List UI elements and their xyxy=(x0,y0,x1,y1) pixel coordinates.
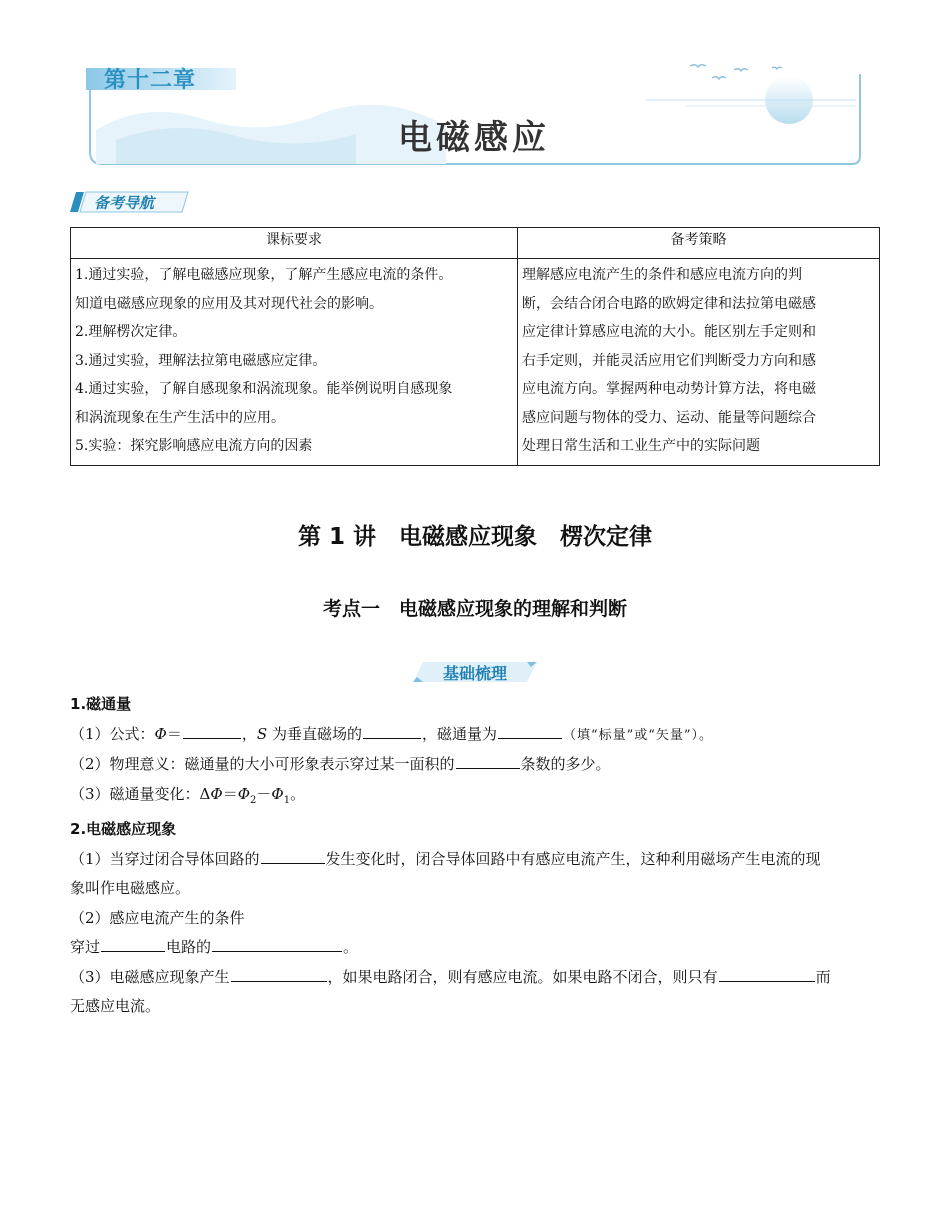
curriculum-requirements-cell xyxy=(71,259,518,466)
header-exam-strategy: 备考策略 xyxy=(518,228,880,259)
paragraph: （2）感应电流产生的条件 xyxy=(70,908,245,927)
requirement-line: 和涡流现象在生产生活中的应用。 xyxy=(75,409,285,426)
paragraph: 象叫作电磁感应。 xyxy=(70,879,191,897)
birds-icon xyxy=(690,65,782,79)
section-heading: 2.电磁感应现象 xyxy=(70,820,177,838)
topic-title: 考点一 电磁感应现象的理解和判断 xyxy=(322,598,627,620)
strategy-line: 断，会结合闭合电路的欧姆定律和法拉第电磁感 xyxy=(522,295,816,312)
strategy-line: 感应问题与物体的受力、运动、能量等问题综合 xyxy=(522,409,816,426)
exam-navigation-label: 备考导航 xyxy=(94,194,155,212)
strategy-line: 应定律计算感应电流的大小。能区别左手定则和 xyxy=(522,324,816,340)
fill-blank xyxy=(456,750,520,769)
chapter-label: 第十二章 xyxy=(104,68,197,93)
fill-blank xyxy=(498,720,562,739)
chapter-banner xyxy=(86,60,862,168)
fill-blank xyxy=(101,933,165,952)
fill-blank xyxy=(719,963,815,982)
paragraph: （1）当穿过闭合导体回路的 发生变化时，闭合导体回路中有感应电流产生，这种利用磁场产生电流的现 xyxy=(70,845,880,875)
requirement-line: 4.通过实验，了解自感现象和涡流现象。能举例说明自感现象 xyxy=(75,381,453,397)
paragraph: （3）磁通量变化：$\Delta\Phi=\Phi_2-\Phi_1$。 xyxy=(70,784,306,806)
exam-navigation-badge xyxy=(70,190,190,214)
strategy-line: 处理日常生活和工业生产中的实际问题 xyxy=(522,438,760,454)
paragraph: 无感应电流。 xyxy=(70,997,161,1015)
requirement-line: 1.通过实验，了解电磁感应现象，了解产生感应电流的条件。 xyxy=(75,267,453,283)
fill-blank xyxy=(231,963,327,982)
requirement-line: 3.通过实验，理解法拉第电磁感应定律。 xyxy=(75,352,327,369)
paragraph: （1）公式：Φ＝ ，S 为垂直磁场的 ，磁通量为 （填“标量”或“矢量”）。 xyxy=(70,720,880,751)
table-header-row xyxy=(71,228,880,259)
fill-blank xyxy=(183,720,241,739)
chapter-title: 电磁感应 xyxy=(398,118,550,158)
strategy-line: 右手定则，并能灵活应用它们判断受力方向和感 xyxy=(522,352,816,369)
strategy-line: 应电流方向。掌握两种电动势计算方法，将电磁 xyxy=(522,381,816,397)
lecture-title: 第 1 讲 电磁感应现象 楞次定律 xyxy=(297,524,653,550)
content-body xyxy=(70,690,880,1022)
requirements-table xyxy=(70,227,880,466)
strategy-line: 理解感应电流产生的条件和感应电流方向的判 xyxy=(522,267,802,283)
exam-strategy-cell xyxy=(518,259,880,466)
paragraph: 穿过 电路的 。 xyxy=(70,933,880,963)
paragraph: （2）物理意义：磁通量的大小可形象表示穿过某一面积的 条数的多少。 xyxy=(70,750,880,780)
section-heading: 1.磁通量 xyxy=(70,695,132,713)
basics-label: 基础梳理 xyxy=(442,664,507,683)
fill-blank xyxy=(212,933,342,952)
paragraph: （3）电磁感应现象产生 ，如果电路闭合，则有感应电流。如果电路不闭合，则只有 而 xyxy=(70,963,880,993)
requirement-line: 2.理解楞次定律。 xyxy=(75,324,187,340)
requirement-line: 5.实验：探究影响感应电流方向的因素 xyxy=(75,438,313,454)
fill-blank xyxy=(261,845,325,864)
header-curriculum-requirements: 课标要求 xyxy=(71,228,518,259)
table-row xyxy=(71,259,880,466)
requirement-line: 知道电磁感应现象的应用及其对现代社会的影响。 xyxy=(75,295,383,312)
basics-badge xyxy=(413,659,537,685)
fill-blank xyxy=(363,720,421,739)
